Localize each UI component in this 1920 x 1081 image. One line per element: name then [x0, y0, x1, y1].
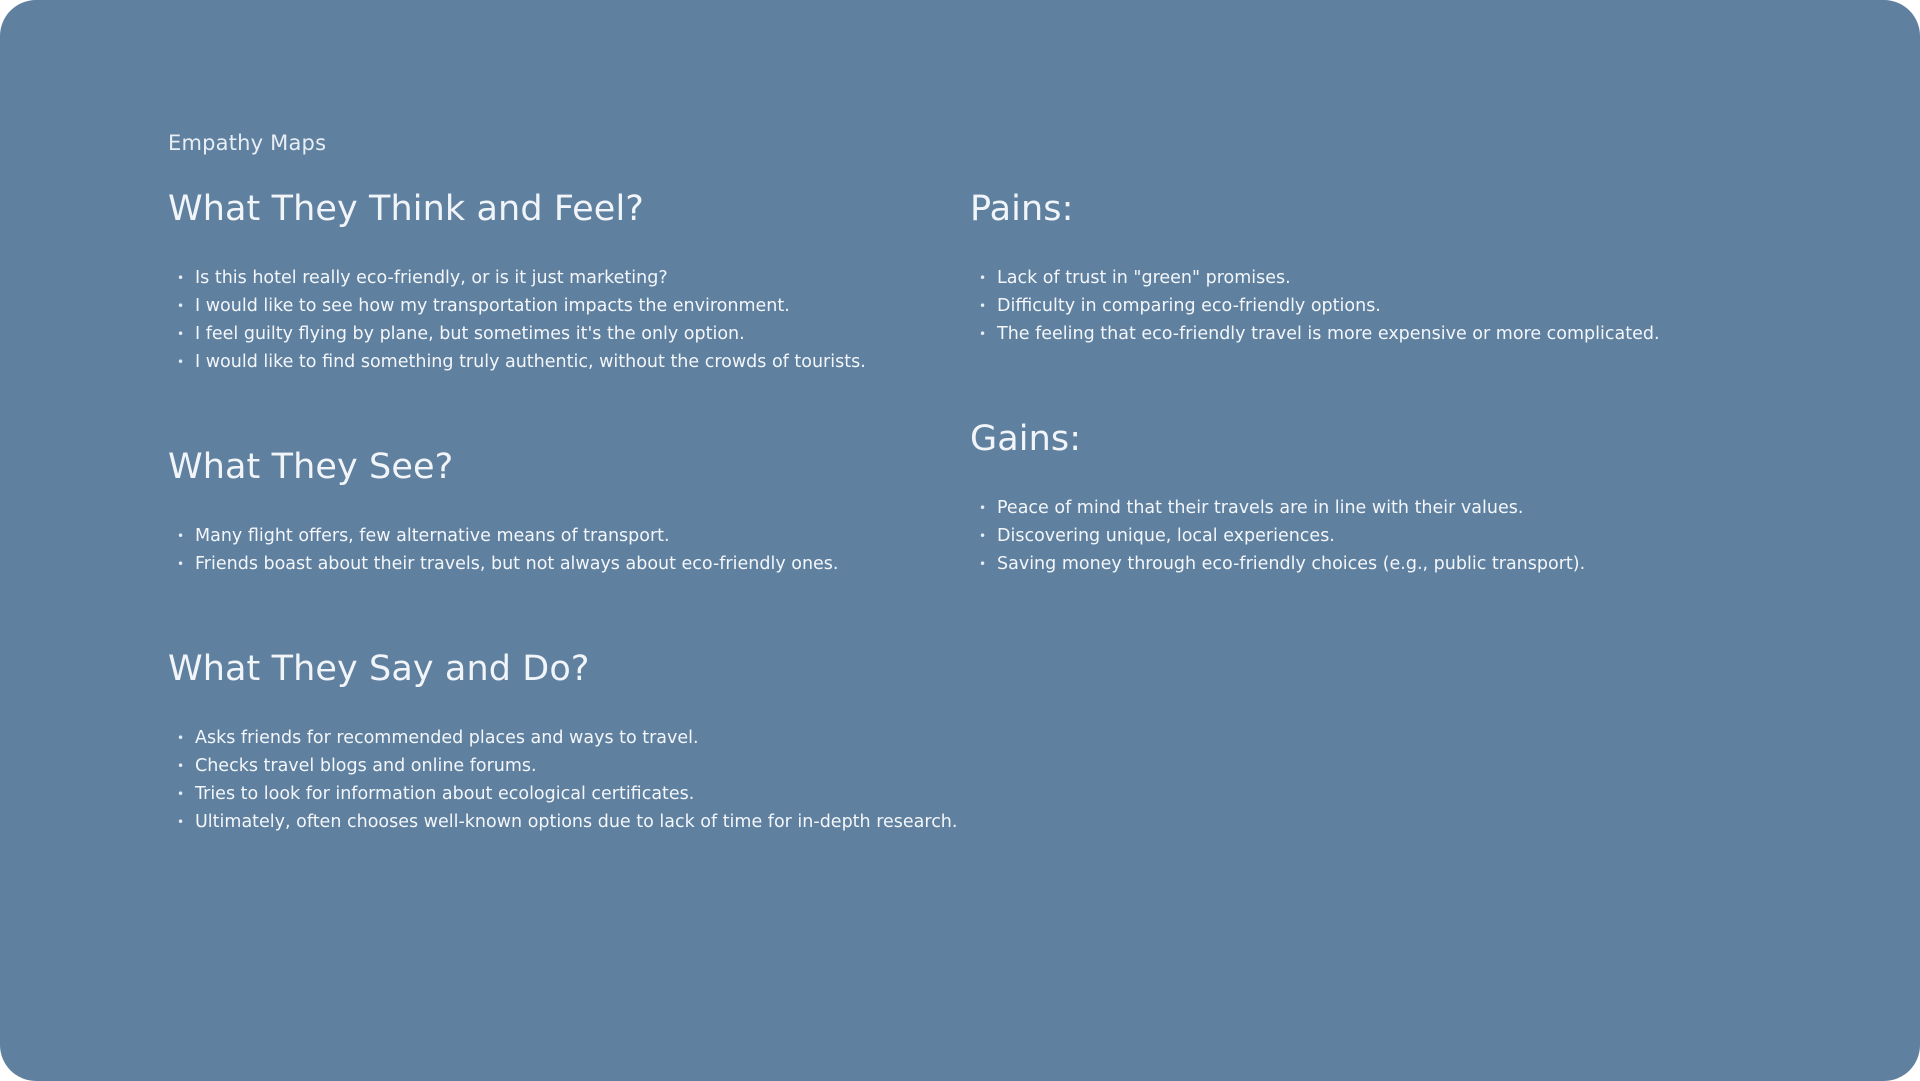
section-title: What They Think and Feel? — [168, 189, 644, 229]
list-item: • Tries to look for information about ecological certificates. — [168, 780, 968, 808]
section-title: What They Say and Do? — [168, 649, 590, 689]
list-item: • Checks travel blogs and online forums. — [168, 752, 968, 780]
list-item: • I would like to find something truly authentic, without the crowds of tourists. — [168, 348, 968, 376]
list-item: • I would like to see how my transportation impacts the environment. — [168, 292, 968, 320]
slide-kicker: Empathy Maps — [168, 131, 327, 155]
list-item: • Saving money through eco-friendly choices (e.g., public transport). — [970, 550, 1870, 578]
list-item: • Friends boast about their travels, but not always about eco-friendly ones. — [168, 550, 968, 578]
section-title: What They See? — [168, 447, 454, 487]
section-title: Pains: — [970, 189, 1074, 229]
section-gains — [970, 416, 1870, 578]
section-think-feel — [168, 186, 968, 376]
list-item: • The feeling that eco-friendly travel is more expensive or more complicated. — [970, 320, 1870, 348]
left-column — [168, 186, 968, 836]
list-item: • Ultimately, often chooses well-known options due to lack of time for in-depth research. — [168, 808, 968, 836]
bullet-list — [168, 724, 968, 836]
section-say-do — [168, 646, 968, 836]
bullet-list — [168, 522, 968, 578]
list-item: • I feel guilty flying by plane, but sometimes it's the only option. — [168, 320, 968, 348]
bullet-list — [970, 264, 1870, 348]
list-item: • Asks friends for recommended places and ways to travel. — [168, 724, 968, 752]
list-item: • Lack of trust in "green" promises. — [970, 264, 1870, 292]
bullet-list — [168, 264, 968, 376]
section-see — [168, 444, 968, 578]
list-item: • Many flight offers, few alternative means of transport. — [168, 522, 968, 550]
section-title: Gains: — [970, 419, 1082, 459]
list-item: • Difficulty in comparing eco-friendly options. — [970, 292, 1870, 320]
bullet-list — [970, 494, 1870, 578]
section-pains — [970, 186, 1870, 348]
list-item: • Discovering unique, local experiences. — [970, 522, 1870, 550]
list-item: • Is this hotel really eco-friendly, or is it just marketing? — [168, 264, 968, 292]
list-item: • Peace of mind that their travels are in line with their values. — [970, 494, 1870, 522]
right-column — [970, 186, 1870, 578]
